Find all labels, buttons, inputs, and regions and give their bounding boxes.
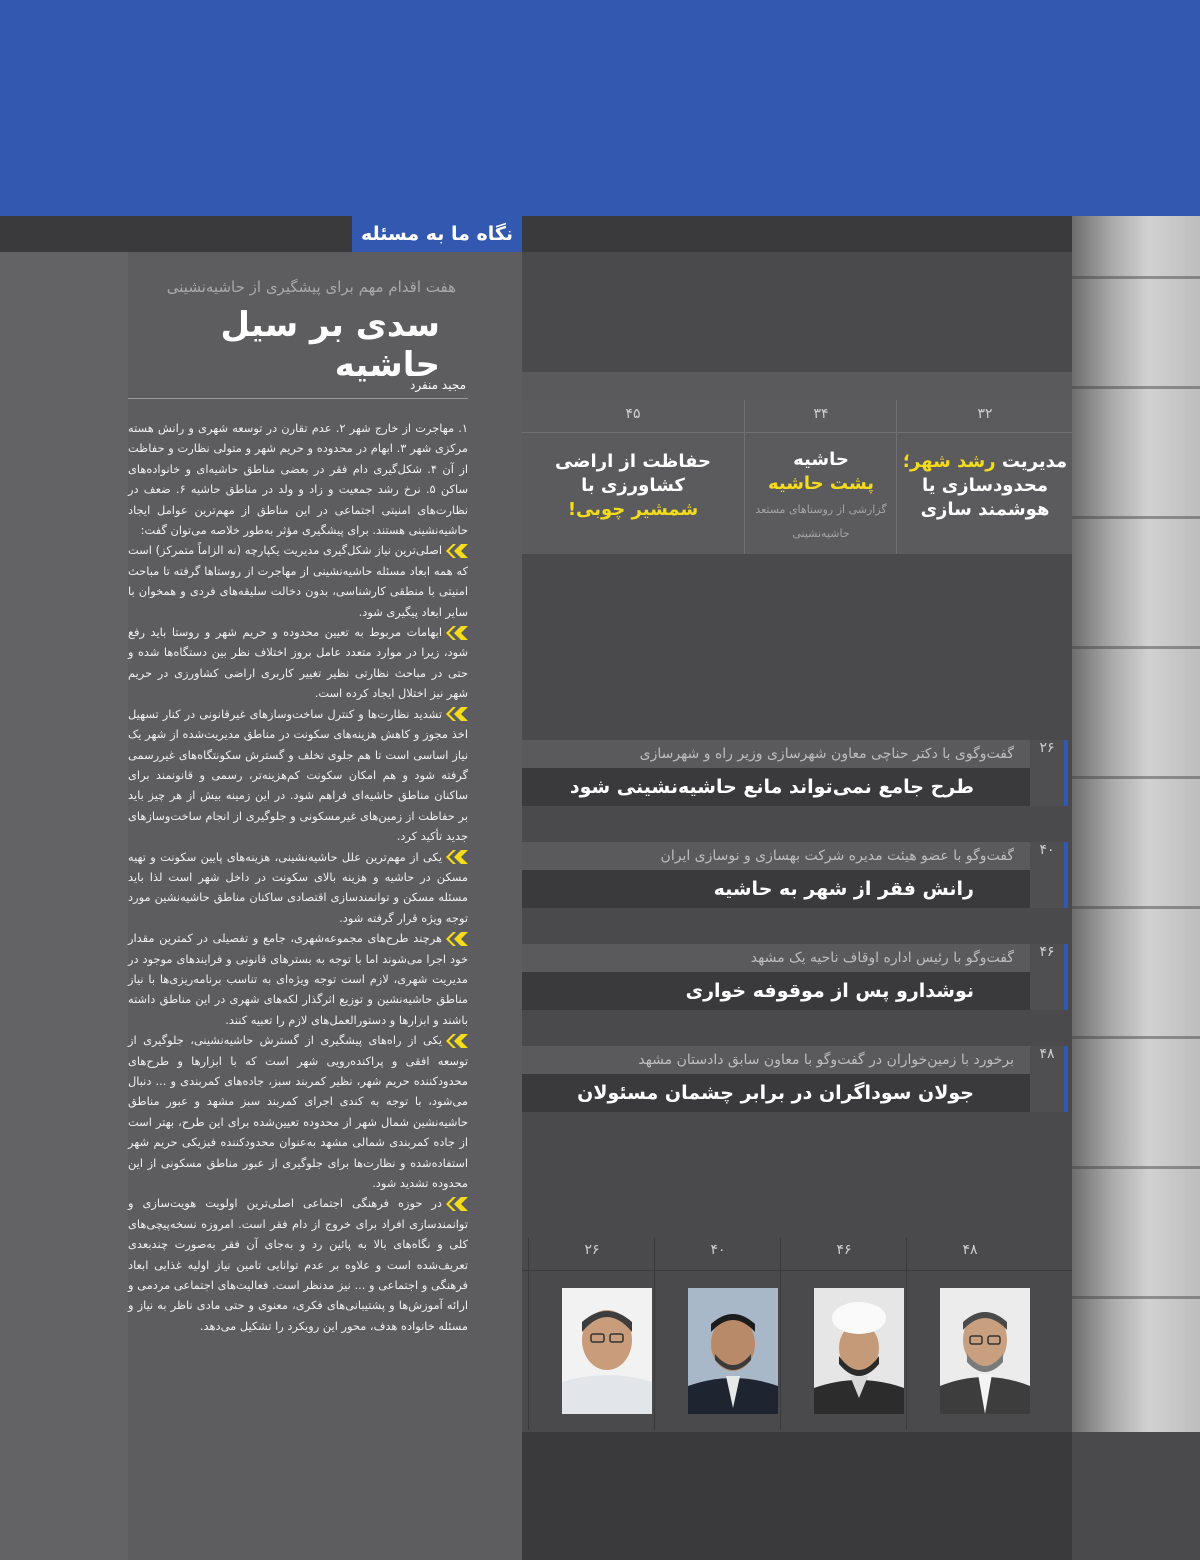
feature-page-number: ۴۵	[625, 406, 641, 422]
story-title: نوشدارو پس از موقوفه خواری	[522, 972, 1034, 1010]
bullet-icon	[446, 626, 468, 640]
feature-subtitle: گزارشی از روستاهای مستعد حاشیه‌نشینی	[755, 503, 887, 540]
portrait-page-number: ۴۰	[710, 1242, 726, 1258]
story-title: جولان سوداگران در برابر چشمان مسئولان	[522, 1074, 1034, 1112]
feature-title-highlight: شمشیر چوبی!	[567, 499, 699, 520]
portrait-man-white-shirt-icon	[562, 1288, 652, 1414]
feature-title: حاشیه پشت حاشیه گزارشی از روستاهای مستعد حاشیه‌نشینی	[755, 449, 887, 540]
feature-divider	[745, 432, 897, 433]
portrait-page-number: ۴۶	[836, 1242, 852, 1258]
bullet-icon	[446, 544, 468, 558]
story-page-number: ۲۶	[1030, 740, 1068, 806]
feature-title-highlight: رشد شهر؛	[902, 451, 996, 472]
article-point: هرچند طرح‌های مجموعه‌شهری، جامع و تفصیلی در کمترین مقدار خود اجرا می‌شوند اما با توجه به بسترهای قانونی و فرایندهای موجود در مدیریت شهری، لازم است توجه ویژه‌ای به تناسب برنامه‌ریزی‌ها با نیاز مناطق حاشیه‌نشین و توزیع اثرگذار لکه‌های شهری در این مناطق داشته باشند و ابزارها و دستورالعمل‌های لازم را تعبیه کنند.	[128, 931, 468, 1027]
article-point: در حوزه فرهنگی اجتماعی اصلی‌ترین اولویت هویت‌سازی و توانمندسازی افراد برای خروج از دام فقر است. امروزه نسخه‌پیچی‌های کلی و نگاه‌های بالا به پائین رد و به‌جای آن فقر به‌صورت چندبعدی تعریف‌شده است و علاوه بر عدم توانایی تامین نیاز اولیه غذایی ابعاد فرهنگی و اجتماعی و ... نیز مدنظر است. فعالیت‌های اجتماعی مردمی و ارائه آموزش‌ها و پشتیبانی‌های فکری، معنوی و حتی مادی ناظر به نیاز و مسئله خانواده هدف، محور این رویکرد را تشکیل می‌دهد.	[128, 1196, 468, 1333]
article-point: ابهامات مربوط به تعیین محدوده و حریم شهر و روستا باید رفع شود، زیرا در موارد متعدد عامل بروز اختلاف نظر بین دستگاه‌ها شده و حتی در مباحث نظارتی نظیر تغییر کاربری اراضی کشاورزی در حریم شهر نیز اختلال ایجاد کرده است.	[128, 625, 468, 701]
article-intro: ۱. مهاجرت از خارج شهر ۲. عدم تقارن در توسعه شهری و رانش هسته مرکزی شهر ۳. ابهام در محدوده و حریم شهر و متولی نظارت و حفاظت از آن ۴. شکل‌گیری دام فقر در بعضی مناطق حاشیه‌ای و خانواده‌های ساکن ۵. نرخ رشد جمعیت و زاد و ولد در مناطق حاشیه ۶. ضعف در نظارت‌های امنیتی اجتماعی در این مناطق از مهم‌ترین عوامل ایجاد حاشیه‌نشینی هستند. برای پیشگیری مؤثر به‌طور خلاصه می‌توان گفت:	[128, 421, 468, 538]
story-kicker: برخورد با زمین‌خواران در گفت‌وگو با معاون سابق دادستان مشهد	[522, 1046, 1034, 1074]
author-divider	[128, 398, 468, 399]
feature-row	[522, 400, 1072, 554]
article-point: تشدید نظارت‌ها و کنترل ساخت‌وسازهای غیرقانونی در کنار تسهیل اخذ مجوز و کاهش هزینه‌های سکونت در مناطق مدیریت‌شده از شهر یک نیاز اساسی است تا هم جلوی تخلف و گسترش سکونتگاه‌های غیررسمی گرفته شود و هم امکان سکونت کم‌هزینه‌تر، رسمی و قانونمند برای ساکنان مناطق حاشیه‌ای فراهم شود. در این زمینه بیش از هر چیز باید بر حفاظت از زمین‌های غیرمسکونی و جلوگیری از انجام ساخت‌وسازهای جدید تأکید کرد.	[128, 706, 468, 844]
feature-divider	[897, 432, 1073, 433]
portrait-photo	[688, 1288, 778, 1414]
feature-title: حفاظت از اراضی کشاورزی با شمشیر چوبی!	[554, 451, 712, 520]
story-kicker: گفت‌وگوی با دکتر حناچی معاون شهرسازی وزیر راه و شهرسازی	[522, 740, 1034, 768]
portrait-cleric-icon	[814, 1288, 904, 1414]
portrait-page-number: ۲۶	[584, 1242, 600, 1258]
feature-item[interactable]	[522, 400, 744, 554]
feature-title-highlight: پشت حاشیه	[767, 473, 875, 494]
bullet-icon	[446, 850, 468, 864]
bottom-band	[522, 1432, 1072, 1560]
article-title: سدی بر سیل حاشیه	[220, 305, 440, 385]
bullet-icon	[446, 707, 468, 721]
story-page-number: ۴۸	[1030, 1046, 1068, 1112]
feature-title: مدیریت رشد شهر؛ محدودسازی یا هوشمند سازی	[902, 451, 1068, 520]
bullet-icon	[446, 932, 468, 946]
feature-divider	[522, 432, 744, 433]
story-kicker: گفت‌وگو با عضو هیئت مدیره شرکت بهسازی و نوسازی ایران	[522, 842, 1034, 870]
portrait-man-suit-icon	[688, 1288, 778, 1414]
masthead-blank	[522, 252, 1072, 372]
feature-item[interactable]	[744, 400, 897, 554]
top-color-band	[0, 0, 1200, 216]
article-body	[128, 418, 468, 1336]
feature-item[interactable]	[896, 400, 1073, 554]
article-point: یکی از راه‌های پیشگیری از گسترش حاشیه‌نشینی، جلوگیری از توسعه افقی و پراکنده‌رویی شهر است که با ابزارها و طرح‌های محدودکننده حریم شهر، نظیر کمربند سبز، جاده‌های کمربندی و ... دنبال می‌شود، با توجه به کندی اجرای کمربند سبز مشهد و عبور مناطق حاشیه‌نشین شمال شهر از محدوده تعیین‌شده برای این طرح، بهتر است از جاده کمربندی شمالی مشهد به‌عنوان محدودکننده فیزیکی حریم شهر استفاده‌شده و نظارت‌ها برای جلوگیری از عبور مناطق مسکونی از این محدوده تشدید شود.	[128, 1033, 468, 1191]
portrait-grid	[522, 1238, 1072, 1430]
header-strip	[0, 216, 1072, 252]
feature-page-number: ۳۴	[813, 406, 829, 422]
bullet-icon	[446, 1034, 468, 1048]
article-subtitle: هفت اقدام مهم برای پیشگیری از حاشیه‌نشینی	[166, 278, 456, 296]
article-panel-edge	[0, 252, 128, 1560]
feature-header-strip	[522, 372, 1072, 400]
side-photo	[1072, 216, 1200, 1432]
story-page-number: ۴۰	[1030, 842, 1068, 908]
story-page-number: ۴۶	[1030, 944, 1068, 1010]
portrait-man-glasses-icon	[940, 1288, 1030, 1414]
side-photo-bottom	[1072, 1432, 1200, 1560]
portrait-page-number: ۴۸	[962, 1242, 978, 1258]
portrait-photo	[940, 1288, 1030, 1414]
bullet-icon	[446, 1197, 468, 1211]
portrait-photo	[562, 1288, 652, 1414]
story-kicker: گفت‌وگو با رئیس اداره اوقاف ناحیه یک مشهد	[522, 944, 1034, 972]
feature-page-number: ۳۲	[977, 406, 993, 422]
portrait-photo	[814, 1288, 904, 1414]
story-title: رانش فقر از شهر به حاشیه	[522, 870, 1034, 908]
article-point: اصلی‌ترین نیاز شکل‌گیری مدیریت یکپارچه (نه الزاماً متمرکز) است که همه ابعاد مسئله حاشیه‌نشینی از مهاجرت از روستاها گرفته تا مباحث امنیتی با منطقی کارشناسی، بدون دخالت سلیقه‌های فردی و همخوان با سایر ابعاد پیگیری شود.	[128, 543, 468, 619]
article-point: یکی از مهم‌ترین علل حاشیه‌نشینی، هزینه‌های پایین سکونت و تهیه مسکن در حاشیه و هزینه بالای سکونت در داخل شهر است لذا باید مسئله مسکن و توانمندسازی اقتصادی ساکنان مناطق حاشیه‌نشین مورد توجه ویژه قرار گرفته شود.	[128, 849, 468, 925]
section-tag: نگاه ما به مسئله	[352, 216, 522, 252]
article-author: مجید منفرد	[410, 378, 466, 392]
story-title: طرح جامع نمی‌تواند مانع حاشیه‌نشینی شود	[522, 768, 1034, 806]
